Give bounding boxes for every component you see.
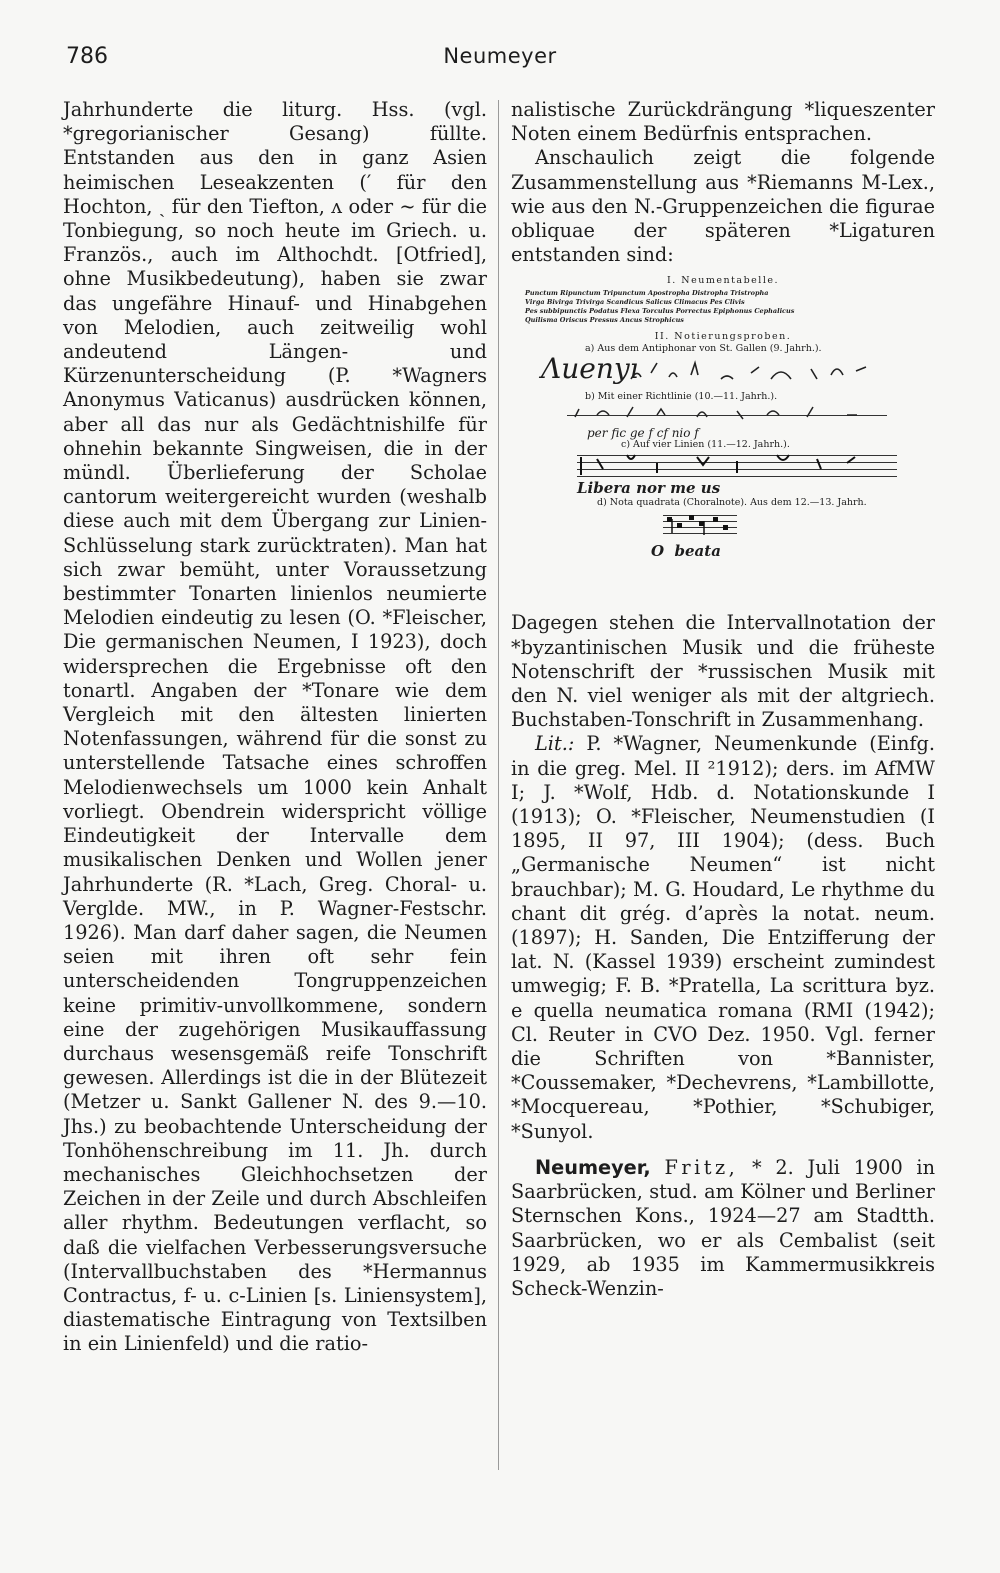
sample-b — [511, 403, 935, 439]
entry-text: * 2. Juli 1900 in Saarbrücken, stud. am Kölner und Berliner Sternschen Kons., 1924—27 am Stadtth. Saarbrücken, wo er als Cembalist (seit 1929, ab 1935 im Kammermusikkreis Scheck-Wenzin- — [511, 1155, 936, 1300]
sample-b-neumes — [567, 403, 887, 423]
sample-b-text: per fic ge f cf nio f — [587, 426, 699, 441]
neume-table-row-4: Quilisma Oriscus Pressus Ancus Strophicus — [525, 316, 684, 325]
left-column-text: Jahrhunderte die liturg. Hss. (vgl. *gregorianischer Gesang) füllte. Entstanden aus den in ganz Asien heimischen Leseakzenten (′ für den Hochton, ˎ für den Tiefton, ʌ oder ~ für die Tonbiegung, so noch heute im Griech. u. Französ., auch im Althochdt. [Otfried], ohne Musikbedeutung), haben sie zwar das ungefähre Hinauf- und Hinabgehen von Melodien, auch zeitweilig wohl andeutend Längen- und Kürzenunterscheidung (P. *Wagners Anonymus Vaticanus) ausdrücken können, aber all das nur als Gedächtnishilfe für ohnehin bekannte Singweisen, die in der mündl. Überlieferung der Scholae cantorum weitergereicht wurden (weshalb diese auch mit dem Übergang zur Linien-Schlüsselung stark zurücktraten). Man hat sich zwar bemüht, unter Voraussetzung bestimmter Tonarten linienlos neumierte Melodien eindeutig zu lesen (O. *Fleischer, Die germanischen Neumen, I 1923), doch widersprechen die Ergebnisse oft den tonartl. Angaben der *Tonare wie dem Vergleich mit den ältesten linierten Notenfassungen, während für die sonst zu unterstellende Tatsache eines schroffen Melodienwechsels um 1000 kein Anhalt vorliegt. Obendrein widerspricht völlige Eindeutigkeit der Intervalle dem musikalischen Denken und Wollen jener Jahrhunderte (R. *Lach, Greg. Choral- u. Vergldе. MW., in P. Wagner-Festschr. 1926). Man darf daher sagen, die Neumen seien mit ihren oft sehr fein unterscheidenden Tongruppenzeichen keine primitiv-unvollkommene, sondern eine der zugehörigen Musikauffassung durchaus wesensgemäß reife Tonschrift gewesen. Allerdings ist die in der Blütezeit (Metzer u. Sankt Gallener N. des 9.—10. Jhs.) zu beobachtende Unterscheidung der Tonhöhenschreibung im 11. Jh. durch mechanisches Gleichhochsetzen der Zeichen in der Zeile und durch Abschleifen aller rhythm. Bedeutungen verflacht, so daß die vielfachen Verbesserungsversuche (Intervallbuchstaben des *Hermannus Contractus, f- u. c-Linien [s. Liniensystem], diastematische Eintragung von Textsilben in ein Linienfeld) und die ratio- — [63, 98, 487, 1356]
sample-d — [511, 509, 935, 561]
entry-given-name: Fritz, — [664, 1155, 739, 1179]
page-header — [0, 44, 1000, 74]
page-number: 786 — [66, 44, 108, 69]
lit-label: Lit.: — [535, 732, 575, 756]
sample-c-text: Libera nor me us — [577, 479, 721, 498]
paragraph-zusammenstellung: Anschaulich zeigt die folgende Zusammenstellung aus *Riemanns M-Lex., wie aus den N.-Gruppenzeichen die figurae obliquae der späteren *Ligaturen entstanden sind: — [511, 146, 935, 267]
neume-table-row-3: Pes subbipunctis Podatus Flexa Torculus Porrectus Epiphonus Cephalicus — [525, 307, 795, 316]
column-rule — [498, 100, 499, 1470]
sample-a — [511, 352, 935, 391]
caption-b: b) Mit einer Richtlinie (10.—11. Jahrh.). — [585, 391, 778, 403]
right-column — [511, 98, 935, 1301]
sample-d-neumes — [663, 511, 737, 537]
sample-a-text: Λuenyı — [541, 352, 639, 386]
neumen-figure — [511, 275, 935, 603]
running-head: Neumeyer — [443, 44, 557, 68]
entry-neumeyer — [511, 1156, 935, 1301]
sample-c — [511, 451, 935, 497]
caption-d: d) Nota quadrata (Choralnote). Aus dem 12.—13. Jahrh. — [597, 497, 867, 509]
left-column — [63, 98, 487, 1357]
caption-a: a) Aus dem Antiphonar von St. Gallen (9. Jahrh.). — [585, 343, 822, 355]
paragraph-liqueszenz: nalistische Zurückdrängung *liqueszenter Noten einem Bedürfnis entsprachen. — [511, 98, 935, 146]
lit-text: P. *Wagner, Neumenkunde (Einfg. in die greg. Mel. II ²1912); ders. im AfMW I; J. *Wolf, Hdb. d. Notationskunde I (1913); O. *Fleischer, Neumenstudien (I 1895, II 97, III 1904); (dess. Buch „Germanische Neumen“ ist nicht brauchbar); M. G. Houdard, Le rhythme du chant dit grég. d’après la notat. neum. (1897); H. Sanden, Die Entzifferung der lat. N. (Kassel 1939) erscheint zumindest umwegig; F. B. *Pratella, La scrittura byz. e quella neumatica romana (RMI (1942); Cl. Reuter in CVO Dez. 1950. Vgl. ferner die Schriften von *Bannister, *Coussemaker, *Dechevrens, *Lambillotte, *Mocquereau, *Pothier, *Schubiger, *Sunyol. — [511, 732, 935, 1143]
figure-title-neumentabelle: I. Neumentabelle. — [667, 275, 779, 287]
literature-paragraph — [511, 732, 935, 1143]
paragraph-byzantinisch: Dagegen stehen die Intervallnotation der *byzantinischen Musik und die früheste Notenschrift der *russischen Musik mit den N. viel weniger als mit der altgriech. Buchstaben-Tonschrift in Zusammenhang. — [511, 611, 935, 732]
figure-title-notierungsproben: II. Notierungsproben. — [654, 331, 792, 343]
caption-c: c) Auf vier Linien (11.—12. Jahrh.). — [621, 439, 790, 451]
neume-table-row-1: Punctum Ripunctum Tripunctum Apostropha Distropha Tristropha — [525, 289, 769, 298]
sample-a-neumes — [621, 355, 881, 389]
sample-d-text: O beata — [651, 542, 721, 561]
entry-name: Neumeyer, — [535, 1155, 651, 1179]
neume-table-row-2: Virga Bivirga Trivirga Scandicus Salicus Climacus Pes Clivis — [525, 298, 745, 307]
